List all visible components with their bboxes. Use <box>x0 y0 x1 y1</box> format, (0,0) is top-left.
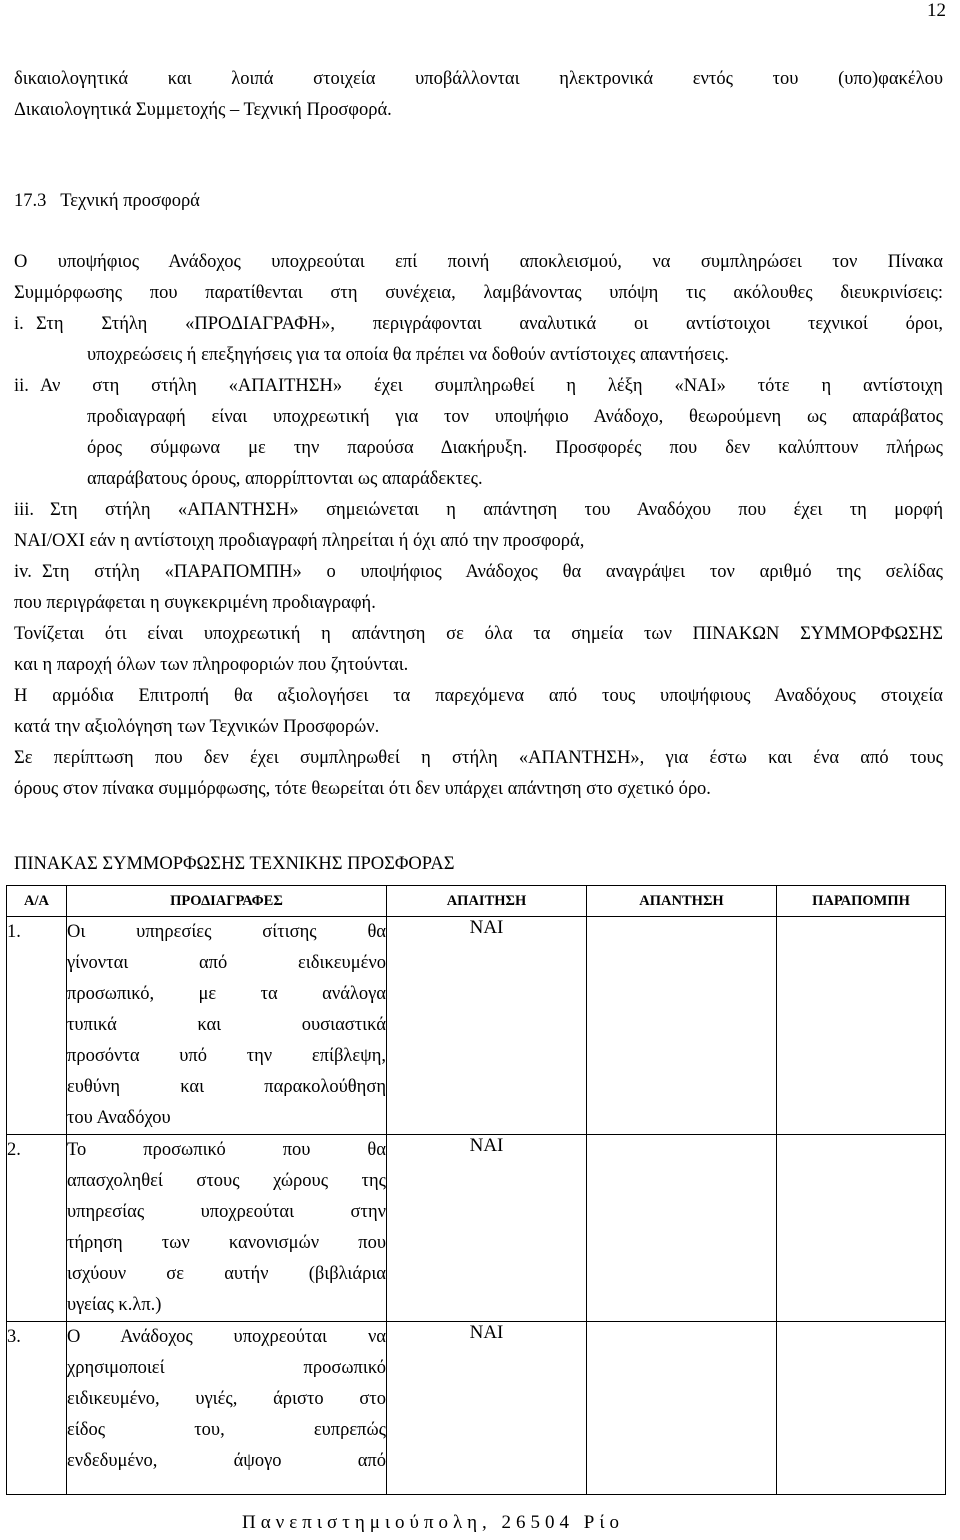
header-reference: ΠΑΡΑΠΟΜΠΗ <box>777 886 946 917</box>
requirement-cell: ΝΑΙ <box>387 917 587 1135</box>
paragraph-line: όρους στον πίνακα συμμόρφωσης, τότε θεωρείται ότι δεν υπάρχει απάντηση στο σχετικό όρο. <box>14 779 711 799</box>
table-row <box>7 917 946 1135</box>
row-number: 2. <box>7 1135 67 1322</box>
document-body <box>14 64 943 880</box>
requirement-cell: ΝΑΙ <box>387 1135 587 1322</box>
item-line: που περιγράφεται η συγκεκριμένη προδιαγραφή. <box>14 593 376 613</box>
item-marker: ii. <box>14 376 29 396</box>
paragraph-line: και η παροχή όλων των πληροφοριών που ζητούνται. <box>14 655 409 675</box>
item-line: Αν στη στήλη «ΑΠΑΙΤΗΣΗ» έχει συμπληρωθεί η λέξη «ΝΑΙ» τότε η αντίστοιχη <box>40 376 943 396</box>
spec-line: ευθύνη και παρακολούθηση <box>67 1077 386 1097</box>
intro-line: δικαιολογητικά και λοιπά στοιχεία υποβάλλονται ηλεκτρονικά εντός του (υπο)φακέλου <box>14 69 943 89</box>
item-line: ΝΑΙ/ΟΧΙ εάν η αντίστοιχη προδιαγραφή πληρείται ή όχι από την προσφορά, <box>14 531 585 551</box>
section-intro-line: Ο υποψήφιος Ανάδοχος υποχρεούται επί ποινή αποκλεισμού, να συμπληρώσει τον Πίνακα <box>14 252 943 272</box>
reference-cell[interactable] <box>777 1322 946 1495</box>
item-line: όρος σύμφωνα με την παρούσα Διακήρυξη. Προσφορές που δεν καλύπτουν πλήρως <box>87 438 943 458</box>
spec-line: υπηρεσίας υποχρεούται στην <box>67 1202 386 1222</box>
spec-line: υγείας κ.λπ.) <box>67 1295 162 1315</box>
spacer <box>14 126 943 156</box>
reference-cell[interactable] <box>777 917 946 1135</box>
table-row <box>7 1135 946 1322</box>
spec-line: του Αναδόχου <box>67 1108 171 1128</box>
paragraph-line: Τονίζεται ότι είναι υποχρεωτική η απάντηση σε όλα τα σημεία των ΠΙΝΑΚΩΝ ΣΥΜΜΟΡΦΩΣΗΣ <box>14 624 943 644</box>
header-requirement: ΑΠΑΙΤΗΣΗ <box>387 886 587 917</box>
item-line: Στη στήλη «ΑΠΑΝΤΗΣΗ» σημειώνεται η απάντηση του Αναδόχου που έχει τη μορφή <box>50 500 943 520</box>
specification-cell <box>67 1322 387 1495</box>
requirement-cell: ΝΑΙ <box>387 1322 587 1495</box>
item-line: Στη στήλη «ΠΑΡΑΠΟΜΠΗ» ο υποψήφιος Ανάδοχος θα αναγράψει τον αριθμό της σελίδας <box>42 562 943 582</box>
header-answer: ΑΠΑΝΤΗΣΗ <box>587 886 777 917</box>
answer-cell[interactable] <box>587 917 777 1135</box>
page-footer: Πανεπιστημιούπολη, 26504 Ρίο <box>242 1512 624 1533</box>
section-number: 17.3 <box>14 191 47 211</box>
item-marker: i. <box>14 314 24 334</box>
spec-line: χρησιμοποιεί προσωπικό <box>67 1358 386 1378</box>
section-heading <box>14 186 943 217</box>
clarification-item-i <box>14 309 943 340</box>
header-aa: Α/Α <box>7 886 67 917</box>
compliance-table <box>6 885 946 1495</box>
spec-line: ειδικευμένο, υγιές, άριστο στο <box>67 1389 386 1409</box>
item-line: υποχρεώσεις ή επεξηγήσεις για τα οποία θα πρέπει να δοθούν αντίστοιχες απαντήσεις. <box>87 345 729 365</box>
item-marker: iv. <box>14 562 32 582</box>
section-title: Τεχνική προσφορά <box>60 191 200 211</box>
spacer <box>14 805 943 849</box>
spec-line: είδος του, ευπρεπώς <box>67 1420 386 1440</box>
clarification-item-iv <box>14 557 943 588</box>
paragraph-line: Σε περίπτωση που δεν έχει συμπληρωθεί η στήλη «ΑΠΑΝΤΗΣΗ», για έστω και ένα από τους <box>14 748 943 768</box>
specification-cell <box>67 1135 387 1322</box>
spec-line: προσωπικό, με τα ανάλογα <box>67 984 386 1004</box>
item-line: απαράβατους όρους, απορρίπτονται ως απαράδεκτες. <box>87 469 483 489</box>
item-line: Στη Στήλη «ΠΡΟΔΙΑΓΡΑΦΗ», περιγράφονται αναλυτικά οι αντίστοιχοι τεχνικοί όροι, <box>36 314 943 334</box>
intro-line: Δικαιολογητικά Συμμετοχής – Τεχνική Προσφορά. <box>14 100 392 120</box>
spec-line: γίνονται από ειδικευμένο <box>67 953 386 973</box>
page-number: 12 <box>927 0 946 21</box>
spec-line: ενδεδυμένο, άψογο από <box>67 1451 386 1471</box>
reference-cell[interactable] <box>777 1135 946 1322</box>
spacer <box>14 217 943 247</box>
spec-line: Ο Ανάδοχος υποχρεούται να <box>67 1327 386 1347</box>
specification-cell <box>67 917 387 1135</box>
row-number: 3. <box>7 1322 67 1495</box>
paragraph-line: Η αρμόδια Επιτροπή θα αξιολογήσει τα παρεχόμενα από τους υποψήφιους Αναδόχους στοιχεία <box>14 686 943 706</box>
spec-line: τυπικά και ουσιαστικά <box>67 1015 386 1035</box>
spec-line: Οι υπηρεσίες σίτισης θα <box>67 922 386 942</box>
header-specifications: ΠΡΟΔΙΑΓΡΑΦΕΣ <box>67 886 387 917</box>
table-header-row <box>7 886 946 917</box>
table-title: ΠΙΝΑΚΑΣ ΣΥΜΜΟΡΦΩΣΗΣ ΤΕΧΝΙΚΗΣ ΠΡΟΣΦΟΡΑΣ <box>14 854 455 874</box>
item-line: προδιαγραφή είναι υποχρεωτική για τον υποψήφιο Ανάδοχο, θεωρούμενη ως απαράβατος <box>87 407 943 427</box>
spacer <box>14 156 943 186</box>
table-row <box>7 1322 946 1495</box>
section-intro-line: Συμμόρφωσης που παρατίθενται στη συνέχεια, λαμβάνοντας υπόψη τις ακόλουθες διευκρινίσεις: <box>14 283 943 303</box>
clarification-item-iii <box>14 495 943 526</box>
answer-cell[interactable] <box>587 1322 777 1495</box>
answer-cell[interactable] <box>587 1135 777 1322</box>
item-marker: iii. <box>14 500 35 520</box>
spec-line: τήρηση των κανονισμών που <box>67 1233 386 1253</box>
spec-line: Το προσωπικό που θα <box>67 1140 386 1160</box>
clarification-item-ii <box>14 371 943 402</box>
row-number: 1. <box>7 917 67 1135</box>
spec-line: ισχύουν σε αυτήν (βιβλιάρια <box>67 1264 386 1284</box>
spec-line: απασχοληθεί στους χώρους της <box>67 1171 386 1191</box>
spec-line: προσόντα υπό την επίβλεψη, <box>67 1046 386 1066</box>
paragraph-line: κατά την αξιολόγηση των Τεχνικών Προσφορών. <box>14 717 380 737</box>
